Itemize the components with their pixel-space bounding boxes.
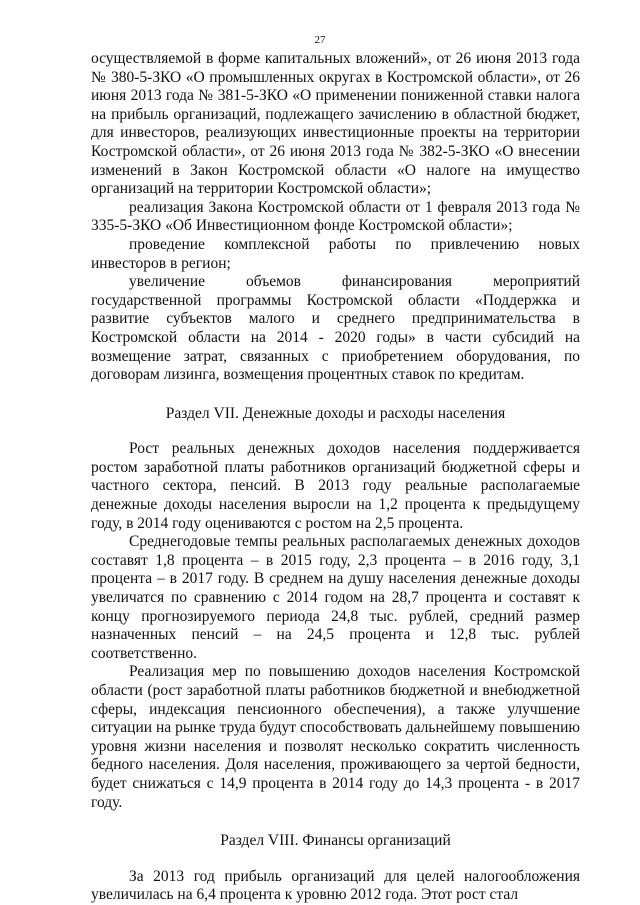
paragraph-profit-2013: За 2013 год прибыль организаций для целей налогообложения увеличилась на 6,4 процента к уровню 2012 года. Этот рост стал (91, 867, 580, 904)
paragraph-income-growth: Рост реальных денежных доходов населения поддерживается ростом заработной платы работников организаций бюджетной сферы и частного сектора, пенсий. В 2013 году реальные располагаемые денежные доходы населения выросли на 1,2 процента к предыдущему году, в 2014 году оцениваются с ростом на 2,5 процента. (91, 440, 580, 532)
page-number: 27 (314, 34, 326, 46)
section-heading-finance: Раздел VIII. Финансы организаций (220, 832, 451, 850)
paragraph-investment-fund-law: реализация Закона Костромской области от 1 февраля 2013 года № 335-5-ЗКО «Об Инвестиционном фонде Костромской области»; (91, 198, 580, 235)
paragraph-poverty-reduction: Реализация мер по повышению доходов населения Костромской области (рост заработной платы работников бюджетной и внебюджетной сферы, индексация пенсионного обеспечения), а также улучшение ситуации на рынке труда будут способствовать дальнейшему повышению уровня жизни населения и позволят несколько сократить численность бедного населения. Доля населения, проживающего за чертой бедности, будет снижаться с 14,9 процента в 2014 году до 14,3 процента - в 2017 году. (91, 663, 580, 811)
paragraph-investment-laws: осуществляемой в форме капитальных вложений», от 26 июня 2013 года № 380-5-ЗКО «О промышленных округах в Костромской области», от 26 июня 2013 года № 381-5-ЗКО «О применении пониженной ставки налога на прибыль организаций, подлежащего зачислению в областной бюджет, для инвесторов, реализующих инвестиционные проекты на территории Костромской области», от 26 июня 2013 года № 382-5-ЗКО «О внесении изменений в Закон Костромской области «О налоге на имущество организаций на территории Костромской области»; (91, 50, 580, 198)
paragraph-small-business-support: увеличение объемов финансирования мероприятий государственной программы Костромской области «Поддержка и развитие субъектов малого и среднего предпринимательства в Костромской области на 2014 - 2020 годы» в части субсидий на возмещение затрат, связанных с приобретением оборудования, по договорам лизинга, возмещения процентных ставок по кредитам. (91, 273, 580, 384)
paragraph-income-forecast: Среднегодовые темпы реальных располагаемых денежных доходов составят 1,8 процента – в 2015 году, 2,3 процента – в 2016 году, 3,1 процента – в 2017 году. В среднем на душу населения денежные доходы увеличатся по сравнению с 2014 годом на 28,7 процента и составят к концу прогнозируемого периода 24,8 тыс. рублей, средний размер назначенных пенсий – на 24,5 процента и 12,8 тыс. рублей соответственно. (91, 533, 580, 662)
paragraph-attracting-investors: проведение комплексной работы по привлечению новых инвесторов в регион; (91, 235, 580, 272)
section-heading-income: Раздел VII. Денежные доходы и расходы населения (165, 404, 506, 422)
document-body (91, 50, 580, 905)
